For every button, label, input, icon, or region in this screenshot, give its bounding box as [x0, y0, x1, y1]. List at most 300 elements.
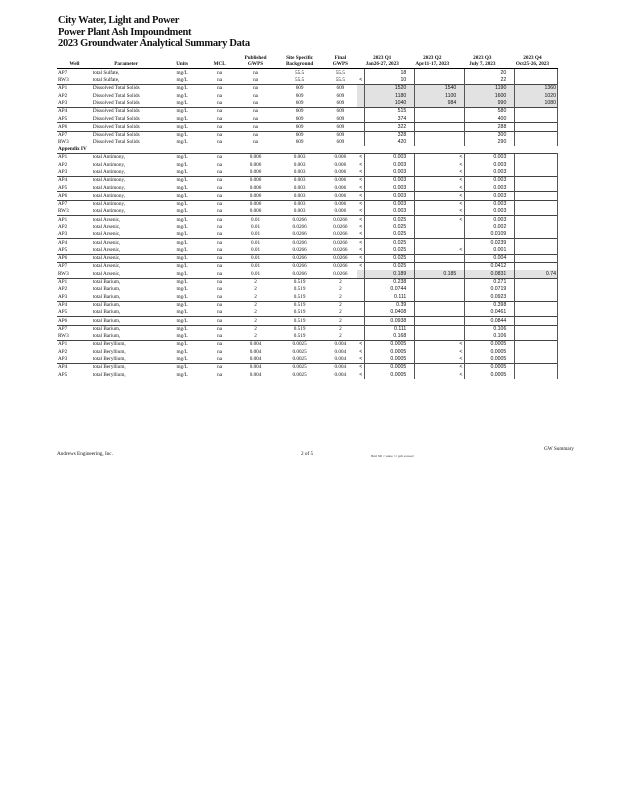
- background-cell: 609: [276, 123, 324, 131]
- background-cell: 0.519: [276, 317, 324, 325]
- units-cell: mg/L: [160, 216, 204, 224]
- q2-value-cell: [415, 208, 457, 216]
- q2-qualifier: [407, 107, 415, 115]
- background-cell: 0.0025: [276, 341, 324, 349]
- units-cell: mg/L: [160, 239, 204, 247]
- units-cell: mg/L: [160, 254, 204, 262]
- footer-sheet-name: GW Summary: [544, 446, 575, 452]
- units-cell: mg/L: [176, 231, 188, 238]
- background-cell: 609: [295, 92, 304, 99]
- published-gwps-cell: na: [235, 123, 275, 131]
- published-gwps-cell: 0.006: [249, 168, 262, 175]
- well-cell: AP5: [58, 371, 68, 378]
- background-cell: 0.003: [293, 184, 306, 191]
- q4-qualifier: [507, 254, 515, 262]
- table-row: [57, 231, 558, 239]
- q1-value-cell: 0.003: [365, 161, 407, 168]
- background-cell: 0.519: [276, 301, 324, 309]
- table-row: [57, 348, 558, 355]
- final-gwps-cell: 609: [324, 123, 358, 131]
- q3-value-cell: 0.003: [465, 200, 507, 208]
- q1-qualifier: [357, 333, 365, 341]
- units-cell: mg/L: [176, 270, 188, 277]
- q1-value-cell: 0.0938: [365, 317, 407, 325]
- parameter-cell: total Barium,: [92, 278, 161, 286]
- mcl-cell: na: [217, 293, 223, 300]
- background-cell: 0.519: [293, 293, 306, 300]
- q1-value-cell: 1180: [365, 92, 407, 99]
- q3-value-cell: 22: [465, 77, 507, 85]
- q2-qualifier: [407, 192, 415, 200]
- header-well: Well: [57, 55, 92, 69]
- q4-value-cell: [515, 317, 558, 325]
- q2-value-cell: [415, 131, 457, 139]
- q2-qualifier: [407, 356, 415, 364]
- q3-value-cell: 990: [465, 100, 507, 108]
- background-cell: 0.519: [276, 278, 324, 286]
- q4-qualifier: [507, 341, 515, 349]
- q1-value-cell: 0.168: [365, 333, 407, 341]
- well-cell: AP6: [57, 254, 92, 262]
- q4-value-cell: [515, 247, 558, 255]
- final-gwps-cell: 609: [324, 107, 358, 115]
- q4-value-cell: [515, 309, 558, 317]
- published-gwps-cell: 2: [254, 293, 257, 300]
- q2-value-cell: [415, 161, 457, 168]
- q2-qualifier: [407, 278, 415, 286]
- q4-value-cell: [515, 254, 558, 262]
- published-gwps-cell: 0.004: [249, 348, 262, 355]
- parameter-cell: total Antimony,: [92, 192, 161, 200]
- background-cell: 0.0266: [276, 216, 324, 224]
- q4-value-cell: 1360: [515, 85, 558, 93]
- q4-value-cell: [515, 278, 558, 286]
- final-gwps-cell: 2: [339, 333, 342, 340]
- q3-qualifier: <: [459, 184, 463, 191]
- q2-value-cell: [415, 247, 457, 255]
- q2-value-cell: [415, 123, 457, 131]
- q4-value-cell: [515, 263, 558, 271]
- mcl-cell: na: [217, 309, 223, 316]
- final-gwps-cell: 0.0266: [333, 246, 348, 253]
- q3-value-cell: 0.0461: [465, 309, 507, 317]
- q2-value-cell: [415, 363, 457, 371]
- q4-value-cell: [515, 348, 558, 355]
- q1-qualifier: [357, 325, 365, 333]
- q3-value-cell: 0.0005: [465, 356, 507, 364]
- final-gwps-cell: 0.006: [334, 168, 347, 175]
- q4-value-cell: [515, 231, 558, 239]
- parameter-cell: total Sulfate,: [92, 77, 120, 84]
- background-cell: 609: [276, 85, 324, 93]
- q2-value-cell: 1540: [415, 85, 457, 93]
- q4-qualifier: [507, 363, 515, 371]
- q2-qualifier: [407, 69, 415, 77]
- mcl-cell: na: [204, 325, 236, 333]
- published-gwps-cell: 0.01: [235, 254, 275, 262]
- q2-qualifier: [407, 325, 415, 333]
- published-gwps-cell: 0.004: [235, 363, 275, 371]
- q4-value-cell: 0.74: [515, 270, 558, 278]
- final-gwps-cell: 2: [324, 317, 358, 325]
- q2-qualifier: [407, 184, 415, 192]
- q2-value-cell: [415, 263, 457, 271]
- q4-qualifier: [507, 325, 515, 333]
- final-gwps-cell: 0.0266: [333, 231, 348, 238]
- table-row: [57, 139, 558, 146]
- q1-value-cell: 0.003: [365, 176, 407, 184]
- table-header: [57, 55, 558, 69]
- q1-qualifier: <: [357, 176, 365, 184]
- background-cell: 55.5: [295, 77, 305, 84]
- mcl-cell: na: [217, 115, 223, 122]
- q3-value-cell: 1600: [465, 92, 507, 99]
- q3-qualifier: [457, 123, 465, 131]
- q2-qualifier: [407, 231, 415, 239]
- q2-value-cell: [415, 192, 457, 200]
- units-cell: mg/L: [176, 293, 188, 300]
- q2-qualifier: [407, 263, 415, 271]
- background-cell: 0.519: [293, 309, 306, 316]
- units-cell: mg/L: [176, 77, 188, 84]
- published-gwps-cell: 2: [254, 333, 257, 340]
- mcl-cell: na: [204, 301, 236, 309]
- q1-qualifier: <: [357, 254, 365, 262]
- published-gwps-cell: 0.004: [235, 341, 275, 349]
- parameter-cell: total Barium,: [92, 309, 121, 316]
- table-row: [57, 153, 558, 161]
- header-final-gwps: Final GWPS: [324, 55, 358, 69]
- q1-qualifier: <: [359, 246, 363, 253]
- final-gwps-cell: 0.006: [334, 161, 347, 168]
- q3-qualifier: <: [457, 216, 465, 224]
- mcl-cell: na: [217, 99, 223, 106]
- background-cell: 0.003: [276, 176, 324, 184]
- q1-value-cell: 322: [365, 123, 407, 131]
- q4-qualifier: [507, 208, 515, 216]
- q2-value-cell: 984: [415, 100, 457, 108]
- q1-qualifier: <: [359, 168, 363, 175]
- published-gwps-cell: na: [253, 99, 258, 106]
- mcl-cell: na: [204, 192, 236, 200]
- table-row: [57, 341, 558, 349]
- published-gwps-cell: na: [253, 69, 258, 76]
- final-gwps-cell: 0.006: [334, 184, 347, 191]
- units-cell: mg/L: [160, 341, 204, 349]
- q4-value-cell: [515, 77, 558, 85]
- units-cell: mg/L: [176, 208, 188, 215]
- units-cell: mg/L: [160, 278, 204, 286]
- q1-value-cell: 0.0005: [365, 356, 407, 364]
- background-cell: 0.003: [276, 153, 324, 161]
- q1-qualifier: <: [357, 216, 365, 224]
- footer-company: Andrews Engineering, Inc.: [57, 451, 113, 457]
- mcl-cell: na: [204, 263, 236, 271]
- q3-qualifier: [457, 254, 465, 262]
- q3-value-cell: 0.004: [465, 254, 507, 262]
- q4-qualifier: [507, 224, 515, 231]
- q1-qualifier: <: [357, 239, 365, 247]
- q4-qualifier: [507, 231, 515, 239]
- units-cell: mg/L: [176, 161, 188, 168]
- q2-qualifier: [407, 333, 415, 341]
- final-gwps-cell: 2: [339, 293, 342, 300]
- final-gwps-cell: 0.004: [334, 371, 347, 378]
- published-gwps-cell: na: [253, 77, 258, 84]
- well-cell: AP3: [58, 356, 68, 363]
- q4-qualifier: [507, 200, 515, 208]
- q3-value-cell: 1190: [465, 85, 507, 93]
- final-gwps-cell: 609: [324, 85, 358, 93]
- well-cell: RW3: [58, 270, 69, 277]
- parameter-cell: total Beryllium,: [92, 363, 161, 371]
- q1-value-cell: 0.025: [365, 224, 407, 231]
- background-cell: 0.519: [293, 286, 306, 293]
- table-row: [57, 278, 558, 286]
- mcl-cell: na: [204, 363, 236, 371]
- well-cell: AP1: [57, 341, 92, 349]
- q1-value-cell: 0.111: [365, 325, 407, 333]
- mcl-cell: na: [217, 371, 223, 378]
- mcl-cell: na: [217, 348, 223, 355]
- final-gwps-cell: 0.004: [324, 341, 358, 349]
- q2-value-cell: [415, 139, 457, 146]
- table-row: [57, 200, 558, 208]
- q3-value-cell: 0.0923: [465, 293, 507, 301]
- parameter-cell: total Barium,: [92, 293, 121, 300]
- units-cell: mg/L: [160, 176, 204, 184]
- published-gwps-cell: na: [235, 107, 275, 115]
- q1-value-cell: 0.0005: [365, 348, 407, 355]
- q2-value-cell: [415, 317, 457, 325]
- q1-value-cell: 0.003: [365, 153, 407, 161]
- q4-qualifier: [507, 356, 515, 364]
- q4-qualifier: [507, 301, 515, 309]
- mcl-cell: na: [217, 92, 223, 99]
- table-body: [57, 69, 558, 379]
- q4-value-cell: [515, 216, 558, 224]
- background-cell: 0.0025: [276, 363, 324, 371]
- background-cell: 0.0025: [292, 348, 307, 355]
- title-line-3: 2023 Groundwater Analytical Summary Data: [58, 38, 250, 49]
- table-row: [57, 325, 558, 333]
- mcl-cell: na: [217, 139, 223, 146]
- background-cell: 0.003: [276, 192, 324, 200]
- q2-qualifier: [407, 371, 415, 378]
- q3-value-cell: 0.271: [465, 278, 507, 286]
- q4-value-cell: [515, 184, 558, 192]
- table-row: [57, 176, 558, 184]
- well-cell: AP2: [58, 286, 68, 293]
- q3-qualifier: <: [459, 208, 463, 215]
- q1-qualifier: <: [359, 77, 363, 84]
- q1-value-cell: 0.025: [365, 263, 407, 271]
- q1-qualifier: <: [359, 348, 363, 355]
- units-cell: mg/L: [176, 371, 188, 378]
- background-cell: 609: [295, 115, 304, 122]
- q2-qualifier: [407, 247, 415, 255]
- q1-qualifier: <: [359, 356, 363, 363]
- final-gwps-cell: 2: [339, 309, 342, 316]
- well-cell: AP7: [57, 200, 92, 208]
- q1-qualifier: [357, 100, 365, 108]
- q3-qualifier: [457, 224, 465, 231]
- q4-value-cell: [515, 356, 558, 364]
- q4-value-cell: [515, 325, 558, 333]
- published-gwps-cell: na: [235, 131, 275, 139]
- table-row: [57, 356, 558, 364]
- table-row: [57, 286, 558, 293]
- well-cell: AP7: [57, 263, 92, 271]
- q4-qualifier: [507, 333, 515, 341]
- q4-qualifier: [507, 161, 515, 168]
- q3-value-cell: 0.003: [465, 169, 507, 177]
- table-row: [57, 131, 558, 139]
- table-row: [57, 317, 558, 325]
- q1-value-cell: 0.0744: [365, 286, 407, 293]
- q2-qualifier: [407, 200, 415, 208]
- q1-qualifier: [357, 309, 365, 317]
- q1-qualifier: <: [359, 223, 363, 230]
- q3-value-cell: 300: [465, 131, 507, 139]
- table-row: [57, 224, 558, 231]
- q3-value-cell: 0.106: [465, 333, 507, 341]
- q3-qualifier: [457, 301, 465, 309]
- q4-qualifier: [507, 216, 515, 224]
- well-cell: AP7: [57, 325, 92, 333]
- published-gwps-cell: na: [235, 85, 275, 93]
- parameter-cell: Dissolved Total Solids: [92, 131, 161, 139]
- q4-value-cell: [515, 69, 558, 77]
- q3-qualifier: <: [459, 246, 463, 253]
- q1-value-cell: 1040: [365, 100, 407, 108]
- published-gwps-cell: 2: [254, 309, 257, 316]
- mcl-cell: na: [204, 317, 236, 325]
- q4-value-cell: [515, 371, 558, 378]
- q3-value-cell: 290: [465, 139, 507, 146]
- final-gwps-cell: 2: [324, 325, 358, 333]
- well-cell: AP3: [58, 99, 68, 106]
- q1-qualifier: [357, 286, 365, 293]
- q1-qualifier: [357, 85, 365, 93]
- background-cell: 609: [276, 107, 324, 115]
- q3-qualifier: [457, 115, 465, 123]
- final-gwps-cell: 0.0266: [324, 254, 358, 262]
- table-row: [57, 216, 558, 224]
- q1-qualifier: <: [357, 200, 365, 208]
- table-row: [57, 254, 558, 262]
- well-cell: AP1: [57, 216, 92, 224]
- q4-value-cell: [515, 333, 558, 341]
- well-cell: AP2: [58, 161, 68, 168]
- q3-value-cell: 0.0239: [465, 239, 507, 247]
- table-row: [57, 301, 558, 309]
- final-gwps-cell: 2: [324, 278, 358, 286]
- table-row: [57, 263, 558, 271]
- units-cell: mg/L: [176, 99, 188, 106]
- parameter-cell: total Beryllium,: [92, 341, 161, 349]
- q4-value-cell: [515, 169, 558, 177]
- table-row: [57, 85, 558, 93]
- q3-value-cell: 0.003: [465, 192, 507, 200]
- q3-qualifier: [457, 286, 465, 293]
- q1-qualifier: <: [357, 263, 365, 271]
- background-cell: 0.0266: [276, 263, 324, 271]
- mcl-cell: na: [204, 153, 236, 161]
- background-cell: 609: [276, 131, 324, 139]
- q4-qualifier: [507, 270, 515, 278]
- q2-qualifier: [407, 216, 415, 224]
- title-line-1: City Water, Light and Power: [58, 15, 180, 26]
- q2-value-cell: [415, 184, 457, 192]
- parameter-cell: Dissolved Total Solids: [92, 107, 161, 115]
- units-cell: mg/L: [160, 131, 204, 139]
- q1-value-cell: 0.025: [365, 247, 407, 255]
- parameter-cell: total Arsenic,: [92, 246, 121, 253]
- q1-qualifier: [357, 92, 365, 99]
- q2-value-cell: [415, 309, 457, 317]
- q1-value-cell: 1520: [365, 85, 407, 93]
- q2-qualifier: [407, 286, 415, 293]
- published-gwps-cell: 0.01: [250, 270, 261, 277]
- document-title: [58, 15, 250, 50]
- q2-qualifier: [407, 341, 415, 349]
- background-cell: 0.0266: [276, 239, 324, 247]
- units-cell: mg/L: [176, 333, 188, 340]
- mcl-cell: na: [217, 286, 223, 293]
- q2-qualifier: [407, 208, 415, 216]
- final-gwps-cell: 0.006: [324, 153, 358, 161]
- parameter-cell: total Sulfate,: [92, 69, 120, 76]
- title-line-2: Power Plant Ash Impoundment: [58, 26, 192, 38]
- parameter-cell: total Antimony,: [92, 184, 126, 191]
- q1-value-cell: 0.39: [365, 301, 407, 309]
- published-gwps-cell: 2: [235, 278, 275, 286]
- q1-value-cell: 0.025: [365, 254, 407, 262]
- units-cell: mg/L: [160, 317, 204, 325]
- final-gwps-cell: 0.004: [334, 348, 347, 355]
- q4-value-cell: [515, 115, 558, 123]
- units-cell: mg/L: [160, 200, 204, 208]
- background-cell: 0.003: [276, 200, 324, 208]
- well-cell: AP4: [57, 301, 92, 309]
- published-gwps-cell: 0.006: [235, 153, 275, 161]
- q2-value-cell: [415, 169, 457, 177]
- q3-qualifier: [457, 333, 465, 341]
- table-row: [57, 309, 558, 317]
- units-cell: mg/L: [176, 286, 188, 293]
- q1-value-cell: 0.0005: [365, 341, 407, 349]
- q2-qualifier: [407, 301, 415, 309]
- parameter-cell: total Antimony,: [92, 161, 126, 168]
- q4-value-cell: [515, 363, 558, 371]
- q1-value-cell: 420: [365, 139, 407, 146]
- units-cell: mg/L: [176, 356, 188, 363]
- well-cell: AP5: [58, 309, 68, 316]
- final-gwps-cell: 609: [336, 139, 345, 146]
- q2-qualifier: [407, 100, 415, 108]
- table-row: [57, 169, 558, 177]
- q1-qualifier: <: [357, 341, 365, 349]
- q4-value-cell: [515, 107, 558, 115]
- units-cell: mg/L: [176, 92, 188, 99]
- published-gwps-cell: 0.01: [235, 239, 275, 247]
- published-gwps-cell: 0.006: [235, 176, 275, 184]
- parameter-cell: total Arsenic,: [92, 270, 121, 277]
- units-cell: mg/L: [176, 168, 188, 175]
- parameter-cell: Dissolved Total Solids: [92, 99, 140, 106]
- q4-qualifier: [507, 131, 515, 139]
